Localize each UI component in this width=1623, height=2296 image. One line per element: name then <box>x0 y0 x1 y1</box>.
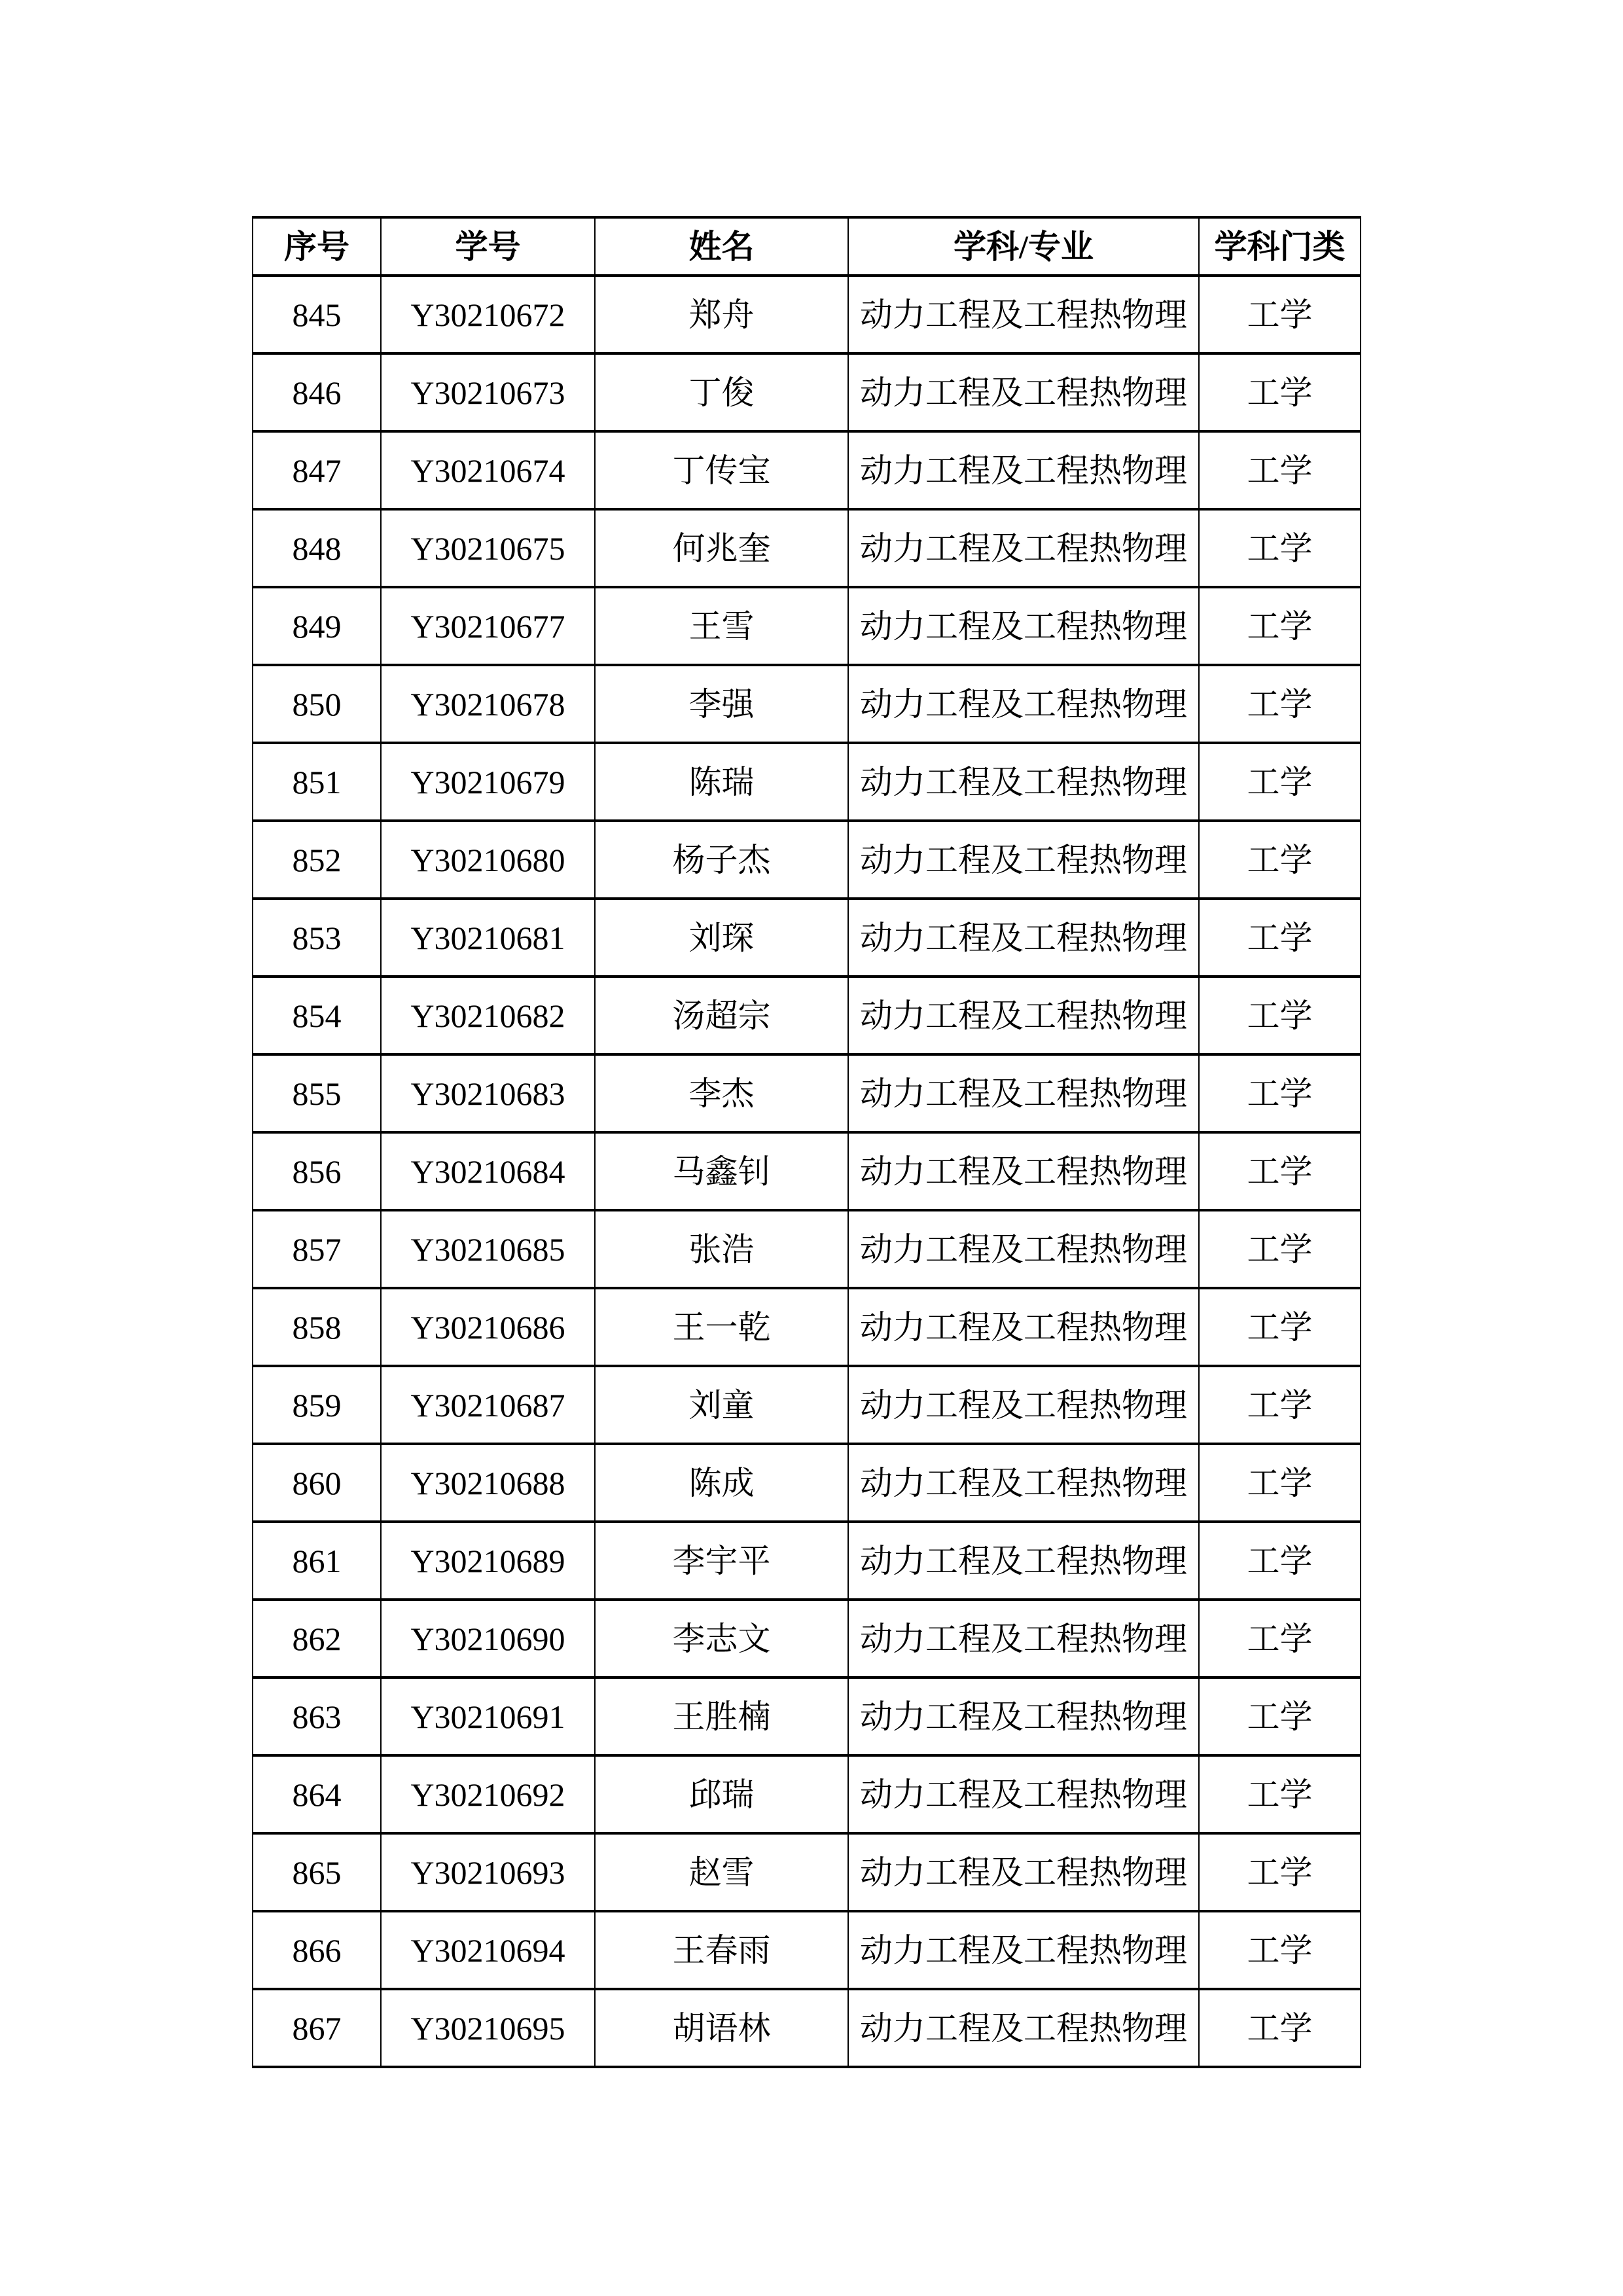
cell-serial-number: 864 <box>253 1755 381 1833</box>
table-row <box>253 1755 1361 1833</box>
table-row <box>253 353 1361 431</box>
table-row <box>253 431 1361 509</box>
table-row <box>253 1366 1361 1444</box>
cell-student-id: Y30210679 <box>381 743 595 821</box>
cell-category: 工学 <box>1199 1755 1361 1833</box>
table-row <box>253 1677 1361 1755</box>
cell-student-id: Y30210690 <box>381 1600 595 1677</box>
cell-serial-number: 855 <box>253 1054 381 1132</box>
cell-student-id: Y30210688 <box>381 1444 595 1522</box>
cell-student-name: 刘童 <box>595 1366 848 1444</box>
cell-serial-number: 863 <box>253 1677 381 1755</box>
table-row <box>253 1989 1361 2067</box>
cell-serial-number: 857 <box>253 1210 381 1288</box>
cell-major: 动力工程及工程热物理 <box>848 431 1199 509</box>
cell-major: 动力工程及工程热物理 <box>848 1210 1199 1288</box>
cell-serial-number: 866 <box>253 1911 381 1989</box>
header-student-name: 姓名 <box>595 217 848 276</box>
cell-category: 工学 <box>1199 1444 1361 1522</box>
cell-student-id: Y30210673 <box>381 353 595 431</box>
table-row <box>253 1132 1361 1210</box>
cell-major: 动力工程及工程热物理 <box>848 276 1199 353</box>
header-major: 学科/专业 <box>848 217 1199 276</box>
table-row <box>253 587 1361 665</box>
cell-student-id: Y30210691 <box>381 1677 595 1755</box>
cell-student-name: 丁俊 <box>595 353 848 431</box>
cell-major: 动力工程及工程热物理 <box>848 1600 1199 1677</box>
cell-major: 动力工程及工程热物理 <box>848 1288 1199 1366</box>
table-row <box>253 509 1361 587</box>
cell-category: 工学 <box>1199 276 1361 353</box>
cell-serial-number: 858 <box>253 1288 381 1366</box>
cell-serial-number: 851 <box>253 743 381 821</box>
cell-serial-number: 856 <box>253 1132 381 1210</box>
cell-category: 工学 <box>1199 1677 1361 1755</box>
cell-student-name: 李杰 <box>595 1054 848 1132</box>
cell-student-name: 张浩 <box>595 1210 848 1288</box>
cell-student-id: Y30210678 <box>381 665 595 743</box>
table-row <box>253 1600 1361 1677</box>
cell-student-id: Y30210680 <box>381 821 595 899</box>
cell-major: 动力工程及工程热物理 <box>848 1911 1199 1989</box>
table-row <box>253 977 1361 1054</box>
cell-major: 动力工程及工程热物理 <box>848 821 1199 899</box>
cell-serial-number: 859 <box>253 1366 381 1444</box>
cell-category: 工学 <box>1199 1054 1361 1132</box>
table-row <box>253 743 1361 821</box>
cell-serial-number: 849 <box>253 587 381 665</box>
cell-student-name: 王胜楠 <box>595 1677 848 1755</box>
cell-major: 动力工程及工程热物理 <box>848 977 1199 1054</box>
header-category: 学科门类 <box>1199 217 1361 276</box>
table-body <box>253 276 1361 2067</box>
cell-student-name: 马鑫钊 <box>595 1132 848 1210</box>
table-row <box>253 1833 1361 1911</box>
cell-student-name: 何兆奎 <box>595 509 848 587</box>
cell-category: 工学 <box>1199 665 1361 743</box>
cell-category: 工学 <box>1199 509 1361 587</box>
cell-serial-number: 853 <box>253 899 381 977</box>
cell-student-id: Y30210685 <box>381 1210 595 1288</box>
table-row <box>253 1522 1361 1600</box>
cell-student-id: Y30210695 <box>381 1989 595 2067</box>
cell-major: 动力工程及工程热物理 <box>848 1444 1199 1522</box>
cell-category: 工学 <box>1199 1132 1361 1210</box>
cell-student-id: Y30210674 <box>381 431 595 509</box>
cell-category: 工学 <box>1199 1522 1361 1600</box>
cell-student-id: Y30210687 <box>381 1366 595 1444</box>
cell-student-id: Y30210672 <box>381 276 595 353</box>
cell-category: 工学 <box>1199 587 1361 665</box>
cell-category: 工学 <box>1199 821 1361 899</box>
cell-major: 动力工程及工程热物理 <box>848 1054 1199 1132</box>
cell-student-name: 李志文 <box>595 1600 848 1677</box>
cell-major: 动力工程及工程热物理 <box>848 1132 1199 1210</box>
cell-serial-number: 865 <box>253 1833 381 1911</box>
cell-serial-number: 846 <box>253 353 381 431</box>
cell-student-id: Y30210683 <box>381 1054 595 1132</box>
cell-serial-number: 845 <box>253 276 381 353</box>
student-roster-table <box>252 216 1361 2068</box>
cell-category: 工学 <box>1199 899 1361 977</box>
table-row <box>253 1210 1361 1288</box>
cell-student-id: Y30210689 <box>381 1522 595 1600</box>
table-header-row <box>253 217 1361 276</box>
cell-major: 动力工程及工程热物理 <box>848 1755 1199 1833</box>
cell-student-id: Y30210682 <box>381 977 595 1054</box>
cell-category: 工学 <box>1199 977 1361 1054</box>
cell-serial-number: 847 <box>253 431 381 509</box>
cell-student-name: 赵雪 <box>595 1833 848 1911</box>
cell-major: 动力工程及工程热物理 <box>848 1366 1199 1444</box>
cell-student-id: Y30210693 <box>381 1833 595 1911</box>
cell-major: 动力工程及工程热物理 <box>848 1522 1199 1600</box>
cell-category: 工学 <box>1199 743 1361 821</box>
cell-serial-number: 862 <box>253 1600 381 1677</box>
cell-student-name: 丁传宝 <box>595 431 848 509</box>
table-row <box>253 899 1361 977</box>
cell-student-name: 郑舟 <box>595 276 848 353</box>
cell-student-id: Y30210675 <box>381 509 595 587</box>
cell-student-name: 杨子杰 <box>595 821 848 899</box>
cell-major: 动力工程及工程热物理 <box>848 899 1199 977</box>
cell-category: 工学 <box>1199 1833 1361 1911</box>
cell-student-name: 陈成 <box>595 1444 848 1522</box>
table-row <box>253 1054 1361 1132</box>
cell-student-name: 李宇平 <box>595 1522 848 1600</box>
cell-serial-number: 850 <box>253 665 381 743</box>
cell-student-id: Y30210684 <box>381 1132 595 1210</box>
cell-student-id: Y30210692 <box>381 1755 595 1833</box>
cell-serial-number: 860 <box>253 1444 381 1522</box>
cell-student-id: Y30210686 <box>381 1288 595 1366</box>
cell-student-name: 陈瑞 <box>595 743 848 821</box>
cell-major: 动力工程及工程热物理 <box>848 743 1199 821</box>
cell-major: 动力工程及工程热物理 <box>848 665 1199 743</box>
table-row <box>253 276 1361 353</box>
table-row <box>253 1288 1361 1366</box>
cell-student-name: 王一乾 <box>595 1288 848 1366</box>
cell-category: 工学 <box>1199 1366 1361 1444</box>
cell-category: 工学 <box>1199 431 1361 509</box>
cell-category: 工学 <box>1199 1600 1361 1677</box>
cell-student-name: 汤超宗 <box>595 977 848 1054</box>
cell-student-id: Y30210681 <box>381 899 595 977</box>
header-student-id: 学号 <box>381 217 595 276</box>
cell-category: 工学 <box>1199 1210 1361 1288</box>
cell-serial-number: 848 <box>253 509 381 587</box>
cell-category: 工学 <box>1199 1989 1361 2067</box>
cell-student-name: 刘琛 <box>595 899 848 977</box>
cell-major: 动力工程及工程热物理 <box>848 509 1199 587</box>
cell-student-name: 王春雨 <box>595 1911 848 1989</box>
table-row <box>253 665 1361 743</box>
cell-major: 动力工程及工程热物理 <box>848 587 1199 665</box>
cell-major: 动力工程及工程热物理 <box>848 1989 1199 2067</box>
cell-student-id: Y30210694 <box>381 1911 595 1989</box>
cell-category: 工学 <box>1199 1911 1361 1989</box>
cell-serial-number: 861 <box>253 1522 381 1600</box>
cell-student-name: 邱瑞 <box>595 1755 848 1833</box>
table-row <box>253 1911 1361 1989</box>
cell-major: 动力工程及工程热物理 <box>848 1677 1199 1755</box>
cell-student-name: 王雪 <box>595 587 848 665</box>
cell-serial-number: 854 <box>253 977 381 1054</box>
cell-category: 工学 <box>1199 1288 1361 1366</box>
cell-student-name: 李强 <box>595 665 848 743</box>
cell-category: 工学 <box>1199 353 1361 431</box>
cell-serial-number: 867 <box>253 1989 381 2067</box>
cell-student-name: 胡语林 <box>595 1989 848 2067</box>
cell-serial-number: 852 <box>253 821 381 899</box>
table-row <box>253 821 1361 899</box>
cell-major: 动力工程及工程热物理 <box>848 1833 1199 1911</box>
cell-student-id: Y30210677 <box>381 587 595 665</box>
cell-major: 动力工程及工程热物理 <box>848 353 1199 431</box>
table-row <box>253 1444 1361 1522</box>
header-serial-number: 序号 <box>253 217 381 276</box>
